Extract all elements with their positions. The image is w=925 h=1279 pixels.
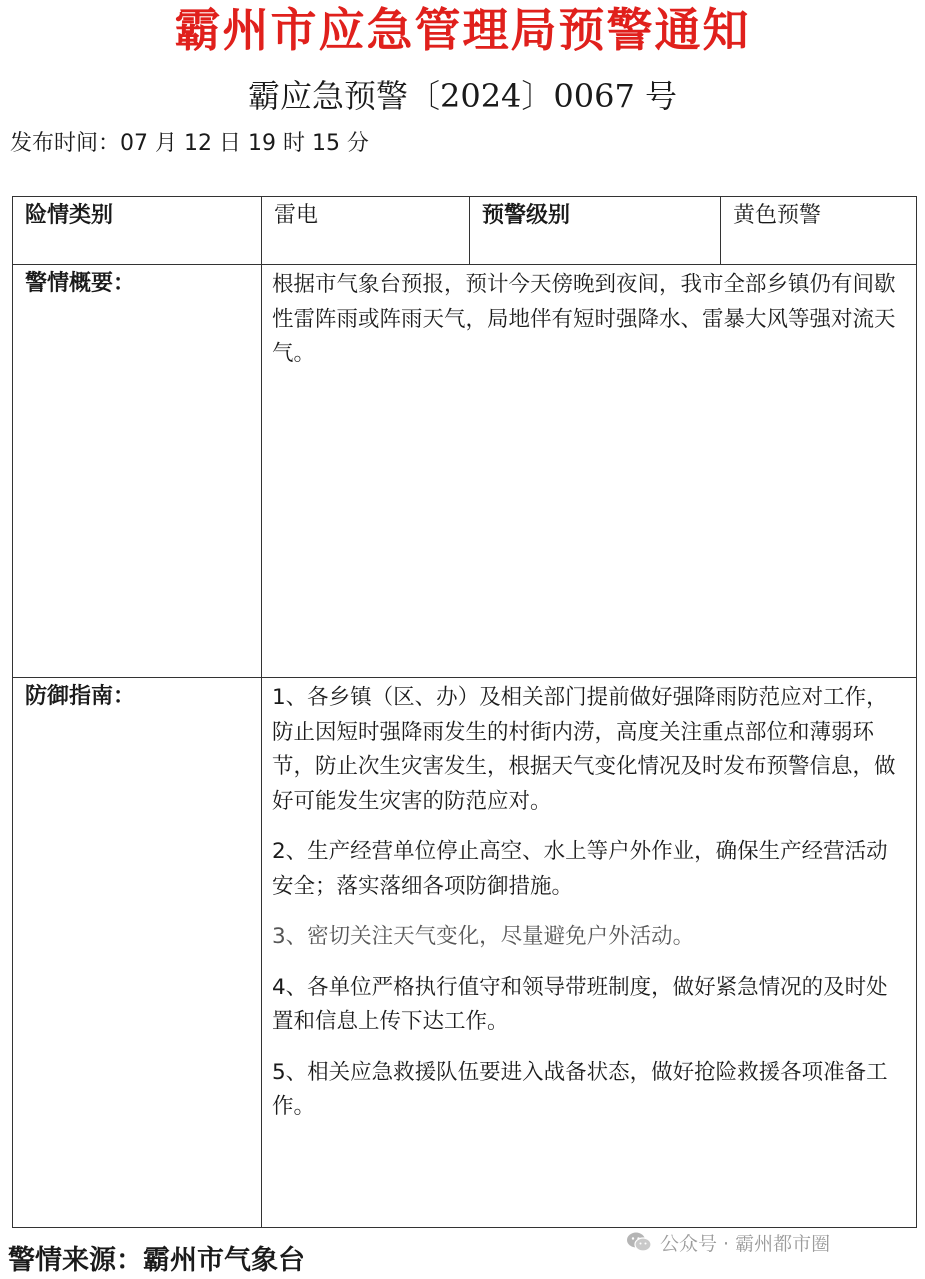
summary-text-cell (262, 265, 917, 678)
guide-label: 防御指南： (25, 684, 136, 709)
publish-time: 发布时间：07 月 12 日 19 时 15 分 (10, 131, 369, 156)
guide-item-3: 3、密切关注天气变化，尽量避免户外活动。 (272, 924, 695, 949)
wechat-icon (626, 1231, 652, 1253)
summary-text: 根据市气象台预报，预计今天傍晚到夜间，我市全部乡镇仍有间歇性雷阵雨或阵雨天气，局地伴有短时强降水、雷暴大风等强对流天气。 (272, 272, 896, 366)
warning-table (12, 196, 917, 1228)
summary-label: 警情概要： (25, 271, 136, 296)
summary-label-cell (13, 265, 262, 678)
level-label-cell (470, 197, 721, 265)
guide-item-2: 2、生产经营单位停止高空、水上等户外作业，确保生产经营活动安全；落实落细各项防御措施。 (272, 839, 888, 899)
watermark-text: 公众号 · 霸州都市圈 (660, 1232, 831, 1255)
guide-text-cell (262, 678, 917, 1228)
notice-title: 霸州市应急管理局预警通知 (174, 3, 751, 57)
category-label-cell (13, 197, 262, 265)
warning-source: 警情来源：霸州市气象台 (8, 1245, 305, 1276)
level-value: 黄色预警 (733, 203, 822, 228)
guide-item-5: 5、相关应急救援队伍要进入战备状态，做好抢险救援各项准备工作。 (272, 1059, 888, 1119)
level-label: 预警级别 (482, 203, 571, 228)
table-row-summary (13, 265, 917, 678)
category-value-cell (262, 197, 470, 265)
watermark (626, 1227, 830, 1257)
document-number: 霸应急预警〔2024〕0067 号 (247, 77, 678, 115)
guide-item-1: 1、各乡镇（区、办）及相关部门提前做好强降雨防范应对工作，防止因短时强降雨发生的村街内涝，高度关注重点部位和薄弱环节，防止次生灾害发生，根据天气变化情况及时发布预警信息，做好可能发生灾害的防范应对。 (272, 685, 896, 814)
guide-item-4: 4、各单位严格执行值守和领导带班制度，做好紧急情况的及时处置和信息上传下达工作。 (272, 974, 888, 1034)
table-row-guide (13, 678, 917, 1228)
category-label: 险情类别 (25, 203, 114, 228)
level-value-cell (721, 197, 917, 265)
category-value: 雷电 (274, 203, 319, 228)
guide-label-cell (13, 678, 262, 1228)
table-row-category (13, 197, 917, 265)
